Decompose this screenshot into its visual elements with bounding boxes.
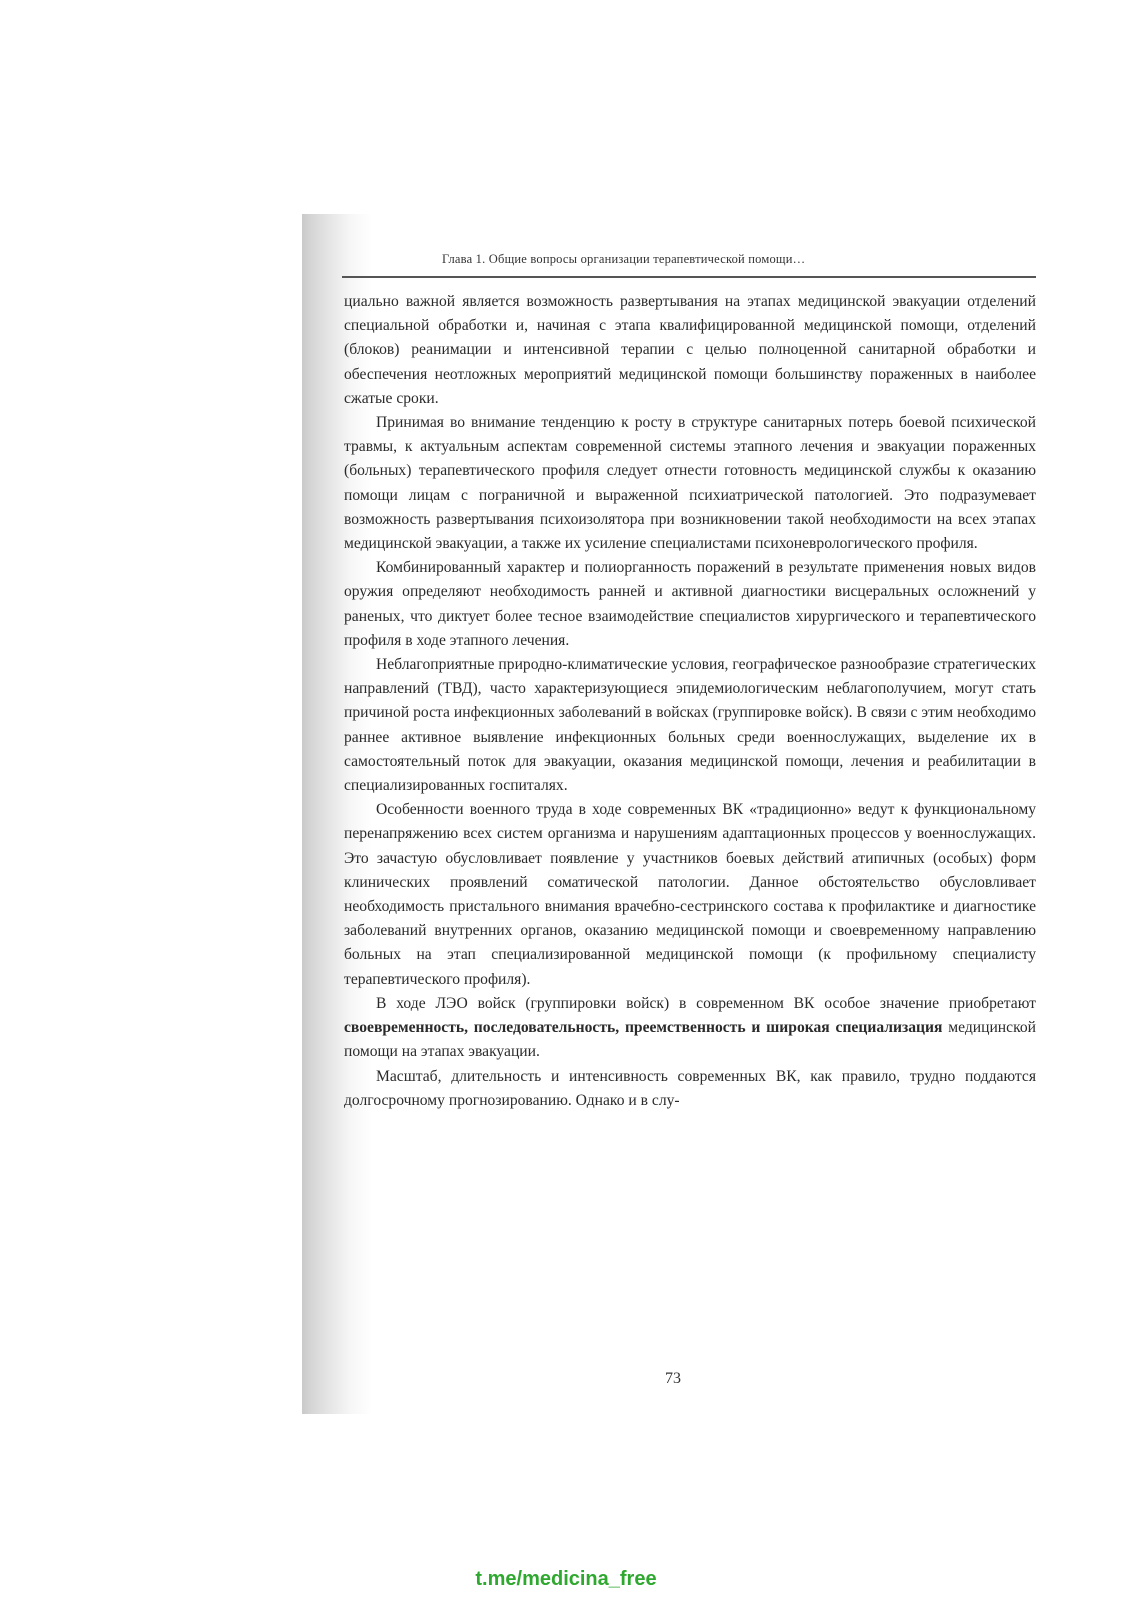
paragraph-3: Комбинированный характер и полиорганность поражений в результате применения новых видов оружия определяют необходимость ранней и активной диагностики висцеральных осложнений у раненых, что диктует более тесное взаимодействие специалистов хирургического и терапевтического профиля в ходе этапного лечения.	[344, 559, 1036, 649]
paragraph-6-start: В ходе ЛЭО войск (группировки войск) в современном ВК особое значение приобретают	[376, 994, 1036, 1012]
page-body	[344, 290, 1036, 1113]
paragraph-6-emphasis: своевременность, последовательность, преемственность и широкая специализация	[344, 1019, 943, 1037]
paragraph-1: циально важной является возможность развертывания на этапах медицинской эвакуации отделений специальной обработки и, начиная с этапа квалифицированной медицинской помощи, отделений (блоков) реанимации и интенсивной терапии с целью полноценной санитарной обработки и обеспечения неотложных мероприятий медицинской помощи большинству пораженных в наиболее сжатые сроки.	[344, 293, 1036, 407]
paragraph-6-end: медицинской помощи на этапах эвакуации.	[344, 1019, 1037, 1061]
paragraph-6	[344, 992, 1036, 1065]
paragraph-7: Масштаб, длительность и интенсивность современных ВК, как правило, трудно поддаются долгосрочному прогнозированию. Однако и в слу-	[344, 1067, 1036, 1109]
paragraph-2: Принимая во внимание тенденцию к росту в структуре санитарных потерь боевой психической травмы, к актуальным аспектам современной системы этапного лечения и эвакуации пораженных (больных) терапевтического профиля следует отнести готовность медицинской службы к оказанию помощи лицам с пограничной и выраженной психиатрической патологией. Это подразумевает возможность развертывания психоизолятора при возникновении такой необходимости на всех этапах медицинской эвакуации, а также их усиление специалистами психоневрологического профиля.	[344, 414, 1036, 553]
paragraph-5: Особенности военного труда в ходе современных ВК «традиционно» ведут к функциональному перенапряжению всех систем организма и нарушениям адаптационных процессов у военнослужащих. Это зачастую обусловливает появление у участников боевых действий атипичных (особых) форм клинических проявлений соматической патологии. Данное обстоятельство обусловливает необходимость пристального внимания врачебно-сестринского состава к профилактике и диагностике заболеваний внутренних органов, оказанию медицинской помощи и своевременному направлению больных на этап специализированной медицинской помощи (к профильному специалисту терапевтического профиля).	[344, 801, 1036, 988]
paragraph-4: Неблагоприятные природно-климатические условия, географическое разнообразие стратегических направлений (ТВД), часто характеризующиеся эпидемиологическим неблагополучием, могут стать причиной роста инфекционных заболеваний в войсках (группировке войск). В связи с этим необходимо раннее активное выявление инфекционных больных среди военнослужащих, выделение их в самостоятельный поток для эвакуации, оказания медицинской помощи, лечения и реабилитации в специализированных госпиталях.	[344, 656, 1036, 795]
running-head: Глава 1. Общие вопросы организации терапевтической помощи…	[442, 252, 806, 266]
watermark-link[interactable]: t.me/medicina_free	[475, 1568, 657, 1590]
header-rule	[342, 276, 1036, 278]
page-number: 73	[665, 1370, 681, 1387]
scanned-page	[302, 214, 1044, 1414]
